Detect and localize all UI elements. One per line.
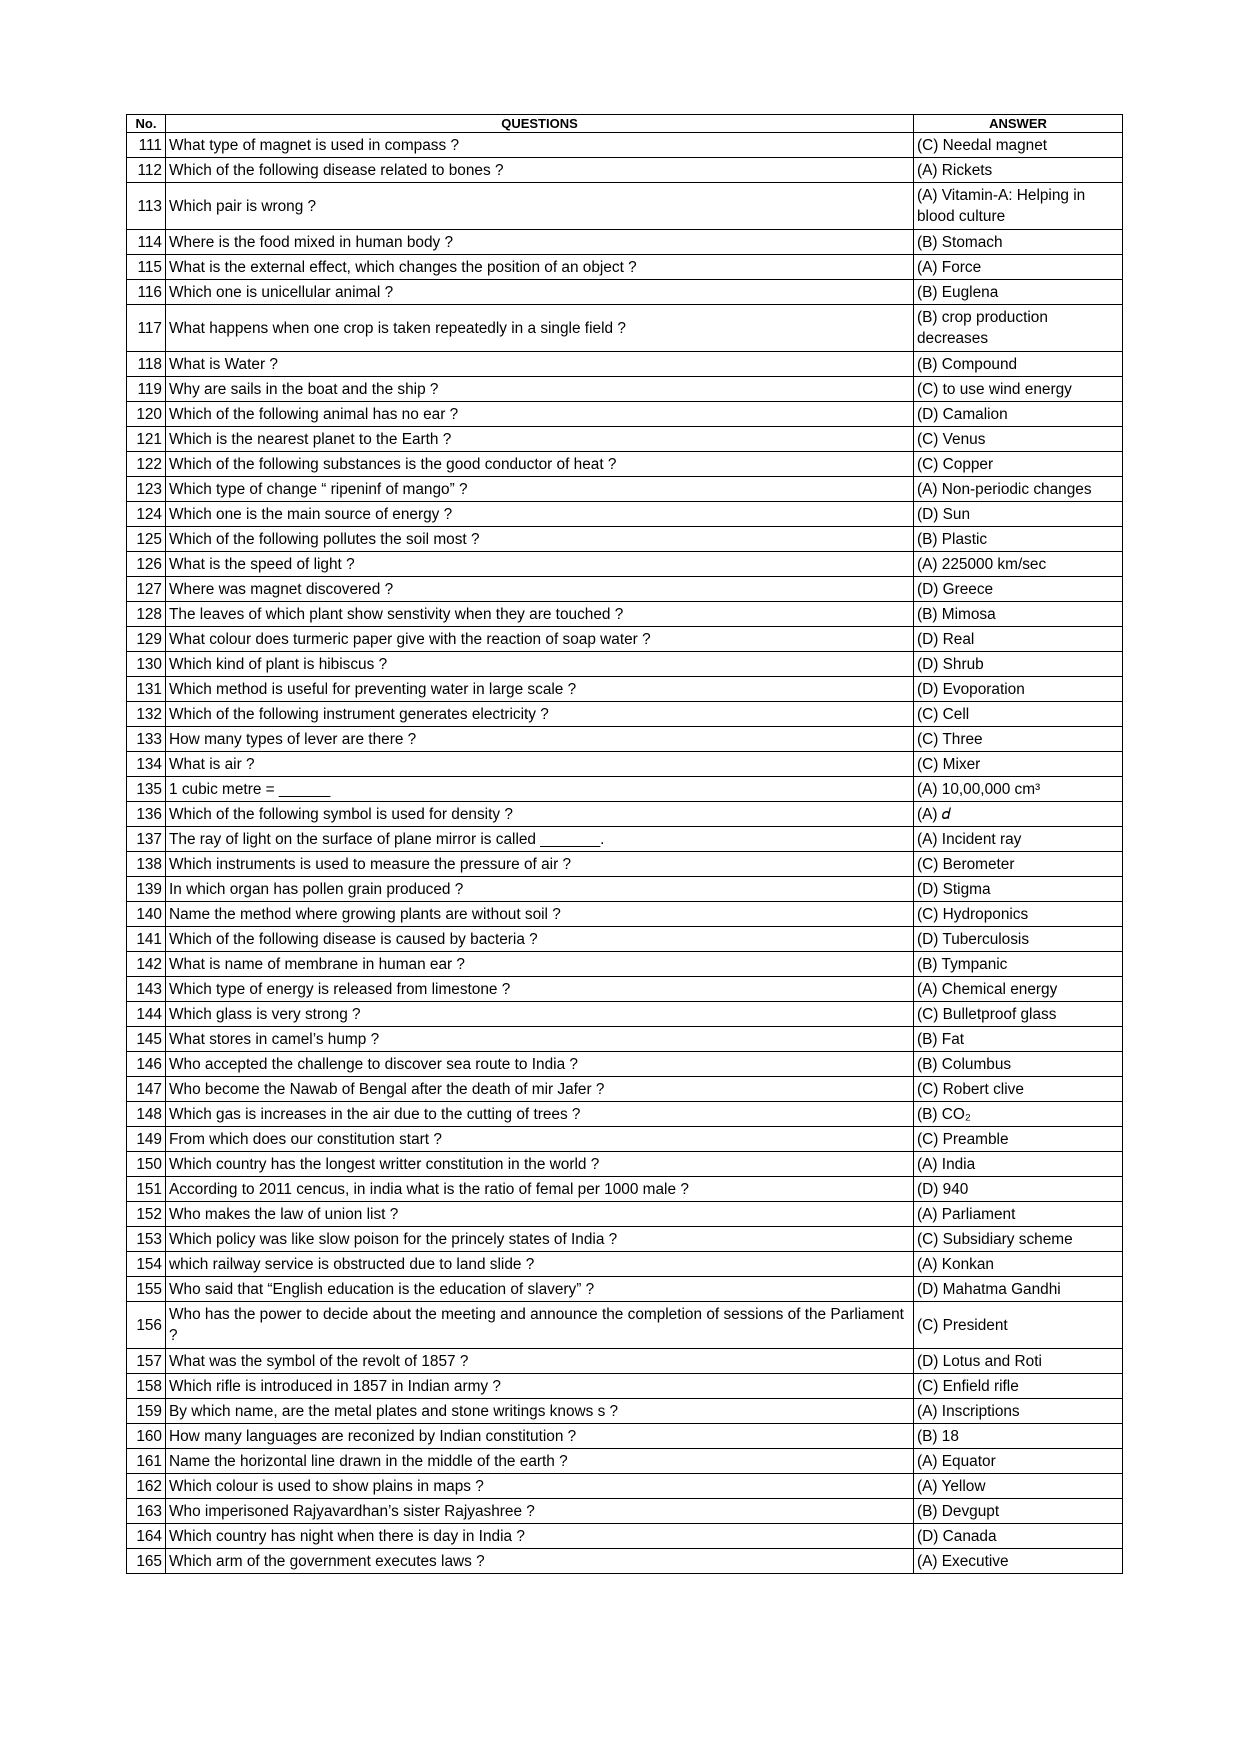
answer-text: (C) to use wind energy [914, 377, 1123, 402]
question-text: Which of the following substances is the good conductor of heat ? [166, 452, 914, 477]
question-text: Name the horizontal line drawn in the middle of the earth ? [166, 1449, 914, 1474]
question-number: 150 [127, 1152, 166, 1177]
question-text: Which colour is used to show plains in maps ? [166, 1474, 914, 1499]
question-number: 126 [127, 552, 166, 577]
question-number: 138 [127, 852, 166, 877]
table-row [127, 352, 1123, 377]
answer-text: (D) Camalion [914, 402, 1123, 427]
answer-text: (C) Mixer [914, 752, 1123, 777]
question-number: 155 [127, 1277, 166, 1302]
table-row [127, 502, 1123, 527]
table-row [127, 1399, 1123, 1424]
table-row [127, 183, 1123, 230]
question-number: 158 [127, 1374, 166, 1399]
question-number: 146 [127, 1052, 166, 1077]
question-text: 1 cubic metre = ______ [166, 777, 914, 802]
table-row [127, 133, 1123, 158]
question-number: 137 [127, 827, 166, 852]
question-text: Where is the food mixed in human body ? [166, 230, 914, 255]
question-number: 153 [127, 1227, 166, 1252]
question-text: Which instruments is used to measure the pressure of air ? [166, 852, 914, 877]
answer-text: (A) Equator [914, 1449, 1123, 1474]
question-text: Which of the following symbol is used for density ? [166, 802, 914, 827]
answer-text: (C) President [914, 1302, 1123, 1349]
answer-text: (A) Chemical energy [914, 977, 1123, 1002]
question-text: According to 2011 cencus, in india what is the ratio of femal per 1000 male ? [166, 1177, 914, 1202]
table-row [127, 552, 1123, 577]
question-number: 149 [127, 1127, 166, 1152]
question-number: 136 [127, 802, 166, 827]
question-number: 125 [127, 527, 166, 552]
question-text: Which one is the main source of energy ? [166, 502, 914, 527]
question-number: 113 [127, 183, 166, 230]
table-row [127, 255, 1123, 280]
question-number: 123 [127, 477, 166, 502]
table-row [127, 577, 1123, 602]
table-row [127, 852, 1123, 877]
answer-text: (B) Stomach [914, 230, 1123, 255]
answer-text: (A) Konkan [914, 1252, 1123, 1277]
question-text: Which country has night when there is day in India ? [166, 1524, 914, 1549]
table-row [127, 827, 1123, 852]
question-text: How many languages are reconized by Indian constitution ? [166, 1424, 914, 1449]
question-text: Where was magnet discovered ? [166, 577, 914, 602]
question-text: Which of the following instrument generates electricity ? [166, 702, 914, 727]
question-text: What happens when one crop is taken repeatedly in a single field ? [166, 305, 914, 352]
question-number: 131 [127, 677, 166, 702]
answer-text: (C) Robert clive [914, 1077, 1123, 1102]
table-row [127, 1227, 1123, 1252]
header-row [127, 115, 1123, 133]
question-number: 117 [127, 305, 166, 352]
question-text: Which country has the longest writter constitution in the world ? [166, 1152, 914, 1177]
question-text: What is the speed of light ? [166, 552, 914, 577]
question-number: 141 [127, 927, 166, 952]
header-no: No. [127, 115, 166, 133]
question-text: Name the method where growing plants are without soil ? [166, 902, 914, 927]
answer-text: (A) Incident ray [914, 827, 1123, 852]
answer-text: (C) Enfield rifle [914, 1374, 1123, 1399]
question-number: 145 [127, 1027, 166, 1052]
question-number: 119 [127, 377, 166, 402]
answer-text: (B) CO₂ [914, 1102, 1123, 1127]
table-row [127, 158, 1123, 183]
question-text: In which organ has pollen grain produced ? [166, 877, 914, 902]
table-row [127, 1077, 1123, 1102]
answer-text: (A) Non-periodic changes [914, 477, 1123, 502]
question-number: 139 [127, 877, 166, 902]
question-number: 118 [127, 352, 166, 377]
header-answer: ANSWER [914, 115, 1123, 133]
table-row [127, 627, 1123, 652]
answer-text: (D) Evoporation [914, 677, 1123, 702]
answer-text: (D) Canada [914, 1524, 1123, 1549]
table-row [127, 802, 1123, 827]
table-row [127, 952, 1123, 977]
question-number: 134 [127, 752, 166, 777]
question-text: Which of the following animal has no ear ? [166, 402, 914, 427]
question-text: Which of the following pollutes the soil most ? [166, 527, 914, 552]
answer-text: (D) Shrub [914, 652, 1123, 677]
table-row [127, 230, 1123, 255]
answer-text: (B) crop production decreases [914, 305, 1123, 352]
answer-text: (D) Greece [914, 577, 1123, 602]
table-row [127, 1449, 1123, 1474]
question-text: Who makes the law of union list ? [166, 1202, 914, 1227]
table-row [127, 280, 1123, 305]
question-number: 121 [127, 427, 166, 452]
question-text: Which kind of plant is hibiscus ? [166, 652, 914, 677]
question-text: Why are sails in the boat and the ship ? [166, 377, 914, 402]
question-text: Which rifle is introduced in 1857 in Indian army ? [166, 1374, 914, 1399]
question-text: What is the external effect, which changes the position of an object ? [166, 255, 914, 280]
question-text: Which glass is very strong ? [166, 1002, 914, 1027]
question-text: Who said that “English education is the education of slavery” ? [166, 1277, 914, 1302]
answer-text: (A) 𝑑 [914, 802, 1123, 827]
answer-text: (D) Stigma [914, 877, 1123, 902]
question-number: 135 [127, 777, 166, 802]
table-row [127, 427, 1123, 452]
question-number: 140 [127, 902, 166, 927]
question-number: 161 [127, 1449, 166, 1474]
question-text: Who become the Nawab of Bengal after the death of mir Jafer ? [166, 1077, 914, 1102]
table-row [127, 977, 1123, 1002]
answer-text: (A) Parliament [914, 1202, 1123, 1227]
answer-text: (A) Inscriptions [914, 1399, 1123, 1424]
table-row [127, 1349, 1123, 1374]
answer-text: (D) Lotus and Roti [914, 1349, 1123, 1374]
question-text: Which policy was like slow poison for the princely states of India ? [166, 1227, 914, 1252]
question-number: 154 [127, 1252, 166, 1277]
question-number: 112 [127, 158, 166, 183]
table-row [127, 927, 1123, 952]
question-text: Which is the nearest planet to the Earth ? [166, 427, 914, 452]
question-text: By which name, are the metal plates and stone writings knows s ? [166, 1399, 914, 1424]
answer-text: (C) Bulletproof glass [914, 1002, 1123, 1027]
question-number: 127 [127, 577, 166, 602]
table-row [127, 1424, 1123, 1449]
question-text: How many types of lever are there ? [166, 727, 914, 752]
table-body [127, 133, 1123, 1574]
table-row [127, 677, 1123, 702]
answer-text: (B) Devgupt [914, 1499, 1123, 1524]
answer-text: (C) Hydroponics [914, 902, 1123, 927]
table-row [127, 377, 1123, 402]
answer-text: (A) Yellow [914, 1474, 1123, 1499]
answer-text: (A) 10,00,000 cm³ [914, 777, 1123, 802]
header-questions: QUESTIONS [166, 115, 914, 133]
answer-text: (A) India [914, 1152, 1123, 1177]
table-row [127, 1474, 1123, 1499]
answer-text: (C) Cell [914, 702, 1123, 727]
question-number: 122 [127, 452, 166, 477]
question-text: What was the symbol of the revolt of 1857 ? [166, 1349, 914, 1374]
answer-text: (B) Fat [914, 1027, 1123, 1052]
question-number: 156 [127, 1302, 166, 1349]
table-row [127, 1052, 1123, 1077]
question-text: What stores in camel’s hump ? [166, 1027, 914, 1052]
answer-text: (A) Executive [914, 1549, 1123, 1574]
question-number: 115 [127, 255, 166, 280]
table-row [127, 402, 1123, 427]
table-row [127, 877, 1123, 902]
answer-text: (B) Compound [914, 352, 1123, 377]
question-number: 129 [127, 627, 166, 652]
question-text: which railway service is obstructed due to land slide ? [166, 1252, 914, 1277]
answer-text: (A) Vitamin-A: Helping in blood culture [914, 183, 1123, 230]
table-row [127, 1549, 1123, 1574]
question-number: 162 [127, 1474, 166, 1499]
table-row [127, 1302, 1123, 1349]
question-text: Who imperisoned Rajyavardhan’s sister Rajyashree ? [166, 1499, 914, 1524]
question-text: Which pair is wrong ? [166, 183, 914, 230]
question-number: 142 [127, 952, 166, 977]
answer-text: (C) Berometer [914, 852, 1123, 877]
table-row [127, 602, 1123, 627]
question-number: 120 [127, 402, 166, 427]
table-row [127, 902, 1123, 927]
question-text: What is Water ? [166, 352, 914, 377]
table-row [127, 777, 1123, 802]
answer-text: (C) Venus [914, 427, 1123, 452]
qa-document [126, 114, 1123, 1574]
table-row [127, 305, 1123, 352]
question-text: Which of the following disease related to bones ? [166, 158, 914, 183]
table-row [127, 752, 1123, 777]
question-text: What is name of membrane in human ear ? [166, 952, 914, 977]
question-number: 165 [127, 1549, 166, 1574]
question-text: From which does our constitution start ? [166, 1127, 914, 1152]
answer-text: (C) Subsidiary scheme [914, 1227, 1123, 1252]
answer-text: (D) 940 [914, 1177, 1123, 1202]
answer-text: (B) 18 [914, 1424, 1123, 1449]
question-number: 147 [127, 1077, 166, 1102]
question-number: 164 [127, 1524, 166, 1549]
question-text: Which of the following disease is caused by bacteria ? [166, 927, 914, 952]
question-number: 124 [127, 502, 166, 527]
table-row [127, 1202, 1123, 1227]
table-row [127, 1027, 1123, 1052]
question-number: 111 [127, 133, 166, 158]
question-text: Who accepted the challenge to discover sea route to India ? [166, 1052, 914, 1077]
question-text: Which arm of the government executes laws ? [166, 1549, 914, 1574]
question-text: Who has the power to decide about the meeting and announce the completion of sessions of the Parliament ? [166, 1302, 914, 1349]
question-text: Which method is useful for preventing water in large scale ? [166, 677, 914, 702]
question-number: 159 [127, 1399, 166, 1424]
answer-text: (A) Rickets [914, 158, 1123, 183]
question-text: Which type of energy is released from limestone ? [166, 977, 914, 1002]
question-text: What colour does turmeric paper give with the reaction of soap water ? [166, 627, 914, 652]
question-text: The ray of light on the surface of plane mirror is called _______. [166, 827, 914, 852]
table-row [127, 727, 1123, 752]
answer-text: (B) Plastic [914, 527, 1123, 552]
table-row [127, 1277, 1123, 1302]
question-number: 114 [127, 230, 166, 255]
table-row [127, 1524, 1123, 1549]
answer-text: (A) 225000 km/sec [914, 552, 1123, 577]
question-text: What is air ? [166, 752, 914, 777]
answer-text: (B) Tympanic [914, 952, 1123, 977]
answer-text: (D) Real [914, 627, 1123, 652]
questions-table [126, 114, 1123, 1574]
table-row [127, 702, 1123, 727]
question-number: 152 [127, 1202, 166, 1227]
question-number: 143 [127, 977, 166, 1002]
question-number: 128 [127, 602, 166, 627]
table-row [127, 1102, 1123, 1127]
table-row [127, 452, 1123, 477]
answer-text: (D) Mahatma Gandhi [914, 1277, 1123, 1302]
answer-text: (D) Sun [914, 502, 1123, 527]
table-row [127, 1127, 1123, 1152]
table-row [127, 1002, 1123, 1027]
question-number: 116 [127, 280, 166, 305]
question-text: The leaves of which plant show senstivity when they are touched ? [166, 602, 914, 627]
question-number: 144 [127, 1002, 166, 1027]
table-row [127, 1374, 1123, 1399]
question-text: Which gas is increases in the air due to the cutting of trees ? [166, 1102, 914, 1127]
table-row [127, 1499, 1123, 1524]
question-number: 157 [127, 1349, 166, 1374]
answer-text: (C) Preamble [914, 1127, 1123, 1152]
answer-text: (C) Three [914, 727, 1123, 752]
table-row [127, 527, 1123, 552]
answer-text: (D) Tuberculosis [914, 927, 1123, 952]
answer-text: (C) Needal magnet [914, 133, 1123, 158]
table-row [127, 1252, 1123, 1277]
table-row [127, 652, 1123, 677]
table-row [127, 1177, 1123, 1202]
answer-text: (A) Force [914, 255, 1123, 280]
question-number: 148 [127, 1102, 166, 1127]
answer-text: (B) Mimosa [914, 602, 1123, 627]
question-number: 163 [127, 1499, 166, 1524]
table-row [127, 477, 1123, 502]
answer-text: (B) Columbus [914, 1052, 1123, 1077]
question-number: 130 [127, 652, 166, 677]
answer-text: (C) Copper [914, 452, 1123, 477]
question-number: 160 [127, 1424, 166, 1449]
answer-text: (B) Euglena [914, 280, 1123, 305]
question-number: 151 [127, 1177, 166, 1202]
question-number: 132 [127, 702, 166, 727]
table-row [127, 1152, 1123, 1177]
question-text: What type of magnet is used in compass ? [166, 133, 914, 158]
question-number: 133 [127, 727, 166, 752]
question-text: Which one is unicellular animal ? [166, 280, 914, 305]
question-text: Which type of change “ ripeninf of mango” ? [166, 477, 914, 502]
